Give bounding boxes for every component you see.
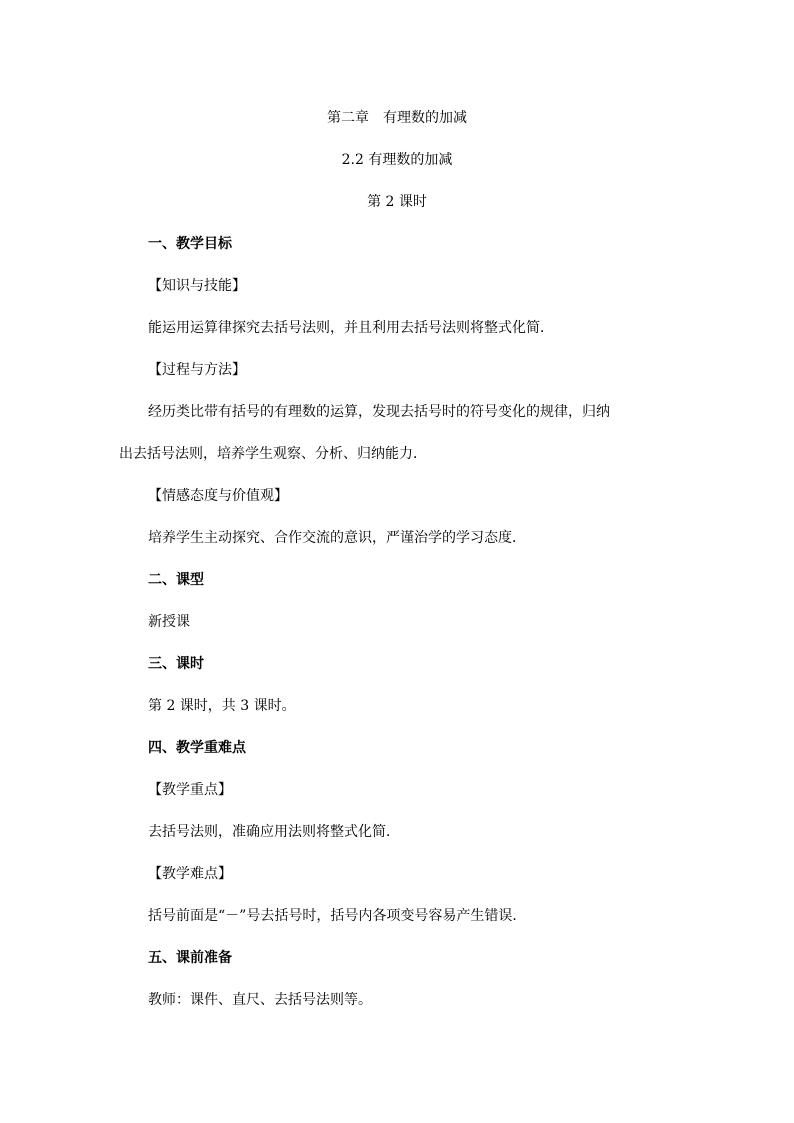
paragraph-process-methods-line2: 出去括号法则，培养学生观察、分析、归纳能力． [119, 446, 427, 462]
paragraph-difficult-points: 括号前面是“－”号去括号时，括号内各项变号容易产生错误． [148, 908, 527, 924]
subheading-difficult-points: 【教学难点】 [148, 866, 232, 882]
lesson-title: 第 2 课时 [367, 194, 427, 210]
heading-lesson-hours: 三、课时 [148, 656, 204, 672]
paragraph-lesson-type: 新授课 [148, 614, 190, 630]
subheading-key-points: 【教学重点】 [148, 782, 232, 798]
paragraph-attitude-values: 培养学生主动探究、合作交流的意识，严谨治学的学习态度． [148, 530, 526, 546]
paragraph-process-methods-line1: 经历类比带有括号的有理数的运算，发现去括号时的符号变化的规律，归纳 [148, 404, 610, 420]
subheading-process-methods: 【过程与方法】 [148, 362, 246, 378]
section-title: 2.2 有理数的加减 [341, 152, 453, 168]
paragraph-class-preparation: 教师：课件、直尺、去括号法则等。 [148, 992, 372, 1008]
heading-lesson-type: 二、课型 [148, 572, 204, 588]
paragraph-knowledge-skills: 能运用运算律探究去括号法则，并且利用去括号法则将整式化简． [148, 320, 554, 336]
chapter-title: 第二章 有理数的加减 [327, 110, 467, 126]
heading-class-preparation: 五、课前准备 [148, 950, 232, 966]
paragraph-lesson-hours: 第 2 课时，共 3 课时。 [148, 698, 296, 714]
subheading-knowledge-skills: 【知识与技能】 [148, 278, 246, 294]
heading-key-difficult-points: 四、教学重难点 [148, 740, 246, 756]
heading-teaching-objectives: 一、教学目标 [148, 236, 232, 252]
subheading-attitude-values: 【情感态度与价值观】 [148, 488, 288, 504]
paragraph-key-points: 去括号法则，准确应用法则将整式化简． [148, 824, 400, 840]
